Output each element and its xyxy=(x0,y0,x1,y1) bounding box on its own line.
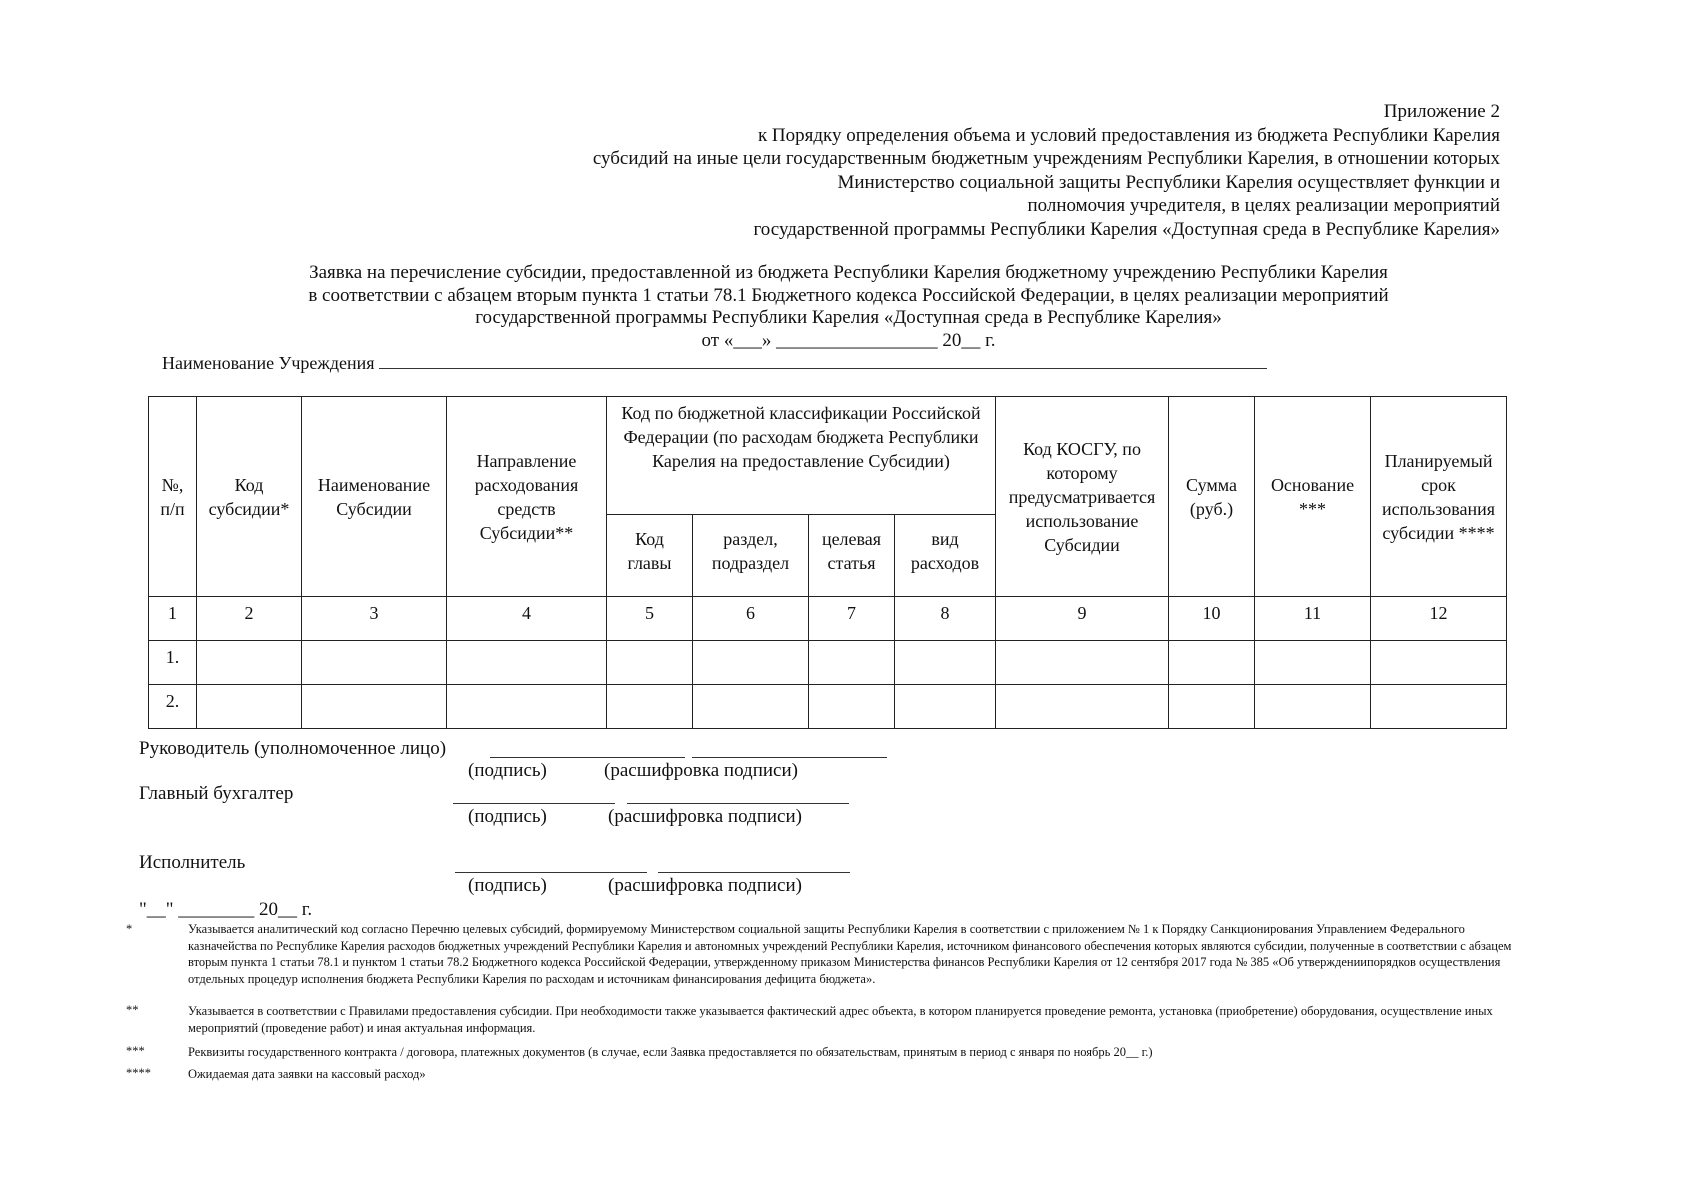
table-cell[interactable] xyxy=(996,641,1169,685)
table-cell[interactable] xyxy=(1371,685,1507,729)
institution-blank-line[interactable] xyxy=(379,352,1267,369)
table-row xyxy=(149,685,1507,729)
executor-decode-line[interactable] xyxy=(658,872,850,873)
row-number: 2. xyxy=(149,685,197,729)
institution-label: Наименование Учреждения xyxy=(162,353,375,373)
footnote-text: Указывается в соответствии с Правилами предоставления субсидии. При необходимости также указывается фактический адрес объекта, в котором планируется проведение ремонта, установка (приобретение) оборудования, осуществление иных мероприятий (проведение работ) и иная актуальная информация. xyxy=(188,1004,1493,1035)
executor-sign-caption: (подпись) xyxy=(468,875,547,896)
row-number: 1. xyxy=(149,641,197,685)
table-cell[interactable] xyxy=(197,641,302,685)
footnote-text: Реквизиты государственного контракта / договора, платежных документов (в случае, если Заявка предоставляется по обязательствам, принятым в период с января по ноябрь 20__ г.) xyxy=(188,1045,1153,1059)
title-line: в соответствии с абзацем вторым пункта 1 статьи 78.1 Бюджетного кодекса Российской Федерации, в целях реализации мероприятий xyxy=(308,284,1389,306)
column-number: 5 xyxy=(607,597,693,641)
institution-field xyxy=(162,352,1267,374)
accountant-sign-caption: (подпись) xyxy=(468,806,547,827)
header-section: раздел, подраздел xyxy=(693,515,809,597)
column-number: 6 xyxy=(693,597,809,641)
table-cell[interactable] xyxy=(302,641,447,685)
header-num: №, п/п xyxy=(149,397,197,597)
title-line: государственной программы Республики Карелия «Доступная среда в Республике Карелия» xyxy=(475,307,1222,328)
table-cell[interactable] xyxy=(895,641,996,685)
table-cell[interactable] xyxy=(1169,641,1255,685)
table-cell[interactable] xyxy=(996,685,1169,729)
accountant-decode-line[interactable] xyxy=(627,803,849,804)
column-number: 9 xyxy=(996,597,1169,641)
header-expense-type: вид расходов xyxy=(895,515,996,597)
table-cell[interactable] xyxy=(197,685,302,729)
accountant-signature-line[interactable] xyxy=(453,803,615,804)
footnote-text: Указывается аналитический код согласно Перечню целевых субсидий, формируемому Министерством социальной защиты Республики Карелия в соответствии с приложением № 1 к Порядку Санкционирования Управлением Федерального казначейства по Республике Карелия расходов бюджетных учреждений Республики Карелия и автономных учреждений Республики Карелия, источником финансового обеспечения которых являются субсидии, полученные в соответствии с абзацем вторым пункта 1 статьи 78.1 и пунктом 1 статьи 78.2 Бюджетного кодекса Российской Федерации, утвержденному приказом Министерства финансов Республики Карелия от 12 сентября 2017 года № 385 «Об утверждениипорядков осуществления отдельных процедур исполнения бюджета Республики Карелия по расходам и источникам финансирования дефицита бюджета». xyxy=(188,922,1512,986)
table-cell[interactable] xyxy=(302,685,447,729)
table-cell[interactable] xyxy=(895,685,996,729)
head-signature-line[interactable] xyxy=(490,757,685,758)
footnote-mark: * xyxy=(126,922,133,936)
head-decode-caption: (расшифровка подписи) xyxy=(604,760,798,781)
column-number: 11 xyxy=(1255,597,1371,641)
appendix-line: полномочия учредителя, в целях реализации мероприятий xyxy=(1027,195,1500,216)
appendix-line: к Порядку определения объема и условий предоставления из бюджета Республики Карелия xyxy=(757,124,1500,146)
header-code: Код субсидии* xyxy=(197,397,302,597)
column-number: 7 xyxy=(809,597,895,641)
footnote-text: Ожидаемая дата заявки на кассовый расход» xyxy=(188,1067,426,1081)
table-cell[interactable] xyxy=(607,685,693,729)
header-term: Планируемый срок использования субсидии **** xyxy=(1371,397,1507,597)
table-cell[interactable] xyxy=(607,641,693,685)
appendix-header xyxy=(593,100,1500,241)
head-signature-label: Руководитель (уполномоченное лицо) xyxy=(139,738,447,759)
signature-date-line: "__" ________ 20__ г. xyxy=(139,899,313,920)
header-chapter-code: Код главы xyxy=(607,515,693,597)
header-budget-classification: Код по бюджетной классификации Российской Федерации (по расходам бюджета Республики Карелия на предоставление Субсидии) xyxy=(607,397,996,515)
table-cell[interactable] xyxy=(809,685,895,729)
footnote-mark: *** xyxy=(126,1044,145,1058)
table-cell[interactable] xyxy=(1255,641,1371,685)
column-number: 12 xyxy=(1371,597,1507,641)
header-direction: Направление расходования средств Субсидии** xyxy=(447,397,607,597)
table-cell[interactable] xyxy=(1371,641,1507,685)
accountant-signature-label: Главный бухгалтер xyxy=(139,783,294,804)
footnote-mark: ** xyxy=(126,1003,139,1017)
column-number: 4 xyxy=(447,597,607,641)
column-number: 3 xyxy=(302,597,447,641)
table-cell[interactable] xyxy=(1255,685,1371,729)
executor-signature-label: Исполнитель xyxy=(139,852,246,873)
header-basis: Основание *** xyxy=(1255,397,1371,597)
table-cell[interactable] xyxy=(447,685,607,729)
table-cell[interactable] xyxy=(447,641,607,685)
title-date-line: от «___» _________________ 20__ г. xyxy=(701,329,996,351)
appendix-line: государственной программы Республики Карелия «Доступная среда в Республике Карелия» xyxy=(753,218,1500,240)
executor-decode-caption: (расшифровка подписи) xyxy=(608,875,802,896)
column-number-row xyxy=(149,597,1507,641)
appendix-line: субсидий на иные цели государственным бюджетным учреждениям Республики Карелия, в отношении которых xyxy=(592,148,1500,169)
table-cell[interactable] xyxy=(693,641,809,685)
accountant-decode-caption: (расшифровка подписи) xyxy=(608,806,802,827)
header-target-article: целевая статья xyxy=(809,515,895,597)
document-title xyxy=(0,262,1697,352)
executor-signature-line[interactable] xyxy=(455,872,647,873)
column-number: 2 xyxy=(197,597,302,641)
header-kosgu: Код КОСГУ, по которому предусматривается использование Субсидии xyxy=(996,397,1169,597)
appendix-line: Приложение 2 xyxy=(1383,101,1500,122)
footnote-mark: **** xyxy=(126,1066,151,1080)
subsidy-table xyxy=(148,396,1507,729)
head-sign-caption: (подпись) xyxy=(468,760,547,781)
header-sum: Сумма (руб.) xyxy=(1169,397,1255,597)
column-number: 8 xyxy=(895,597,996,641)
column-number: 1 xyxy=(149,597,197,641)
appendix-line: Министерство социальной защиты Республики Карелия осуществляет функции и xyxy=(837,171,1500,193)
head-decode-line[interactable] xyxy=(692,757,887,758)
table-cell[interactable] xyxy=(1169,685,1255,729)
column-number: 10 xyxy=(1169,597,1255,641)
table-cell[interactable] xyxy=(693,685,809,729)
table-cell[interactable] xyxy=(809,641,895,685)
title-line: Заявка на перечисление субсидии, предоставленной из бюджета Республики Карелия бюджетному учреждению Республики Карелия xyxy=(309,262,1388,283)
table-row xyxy=(149,641,1507,685)
header-name: Наименование Субсидии xyxy=(302,397,447,597)
